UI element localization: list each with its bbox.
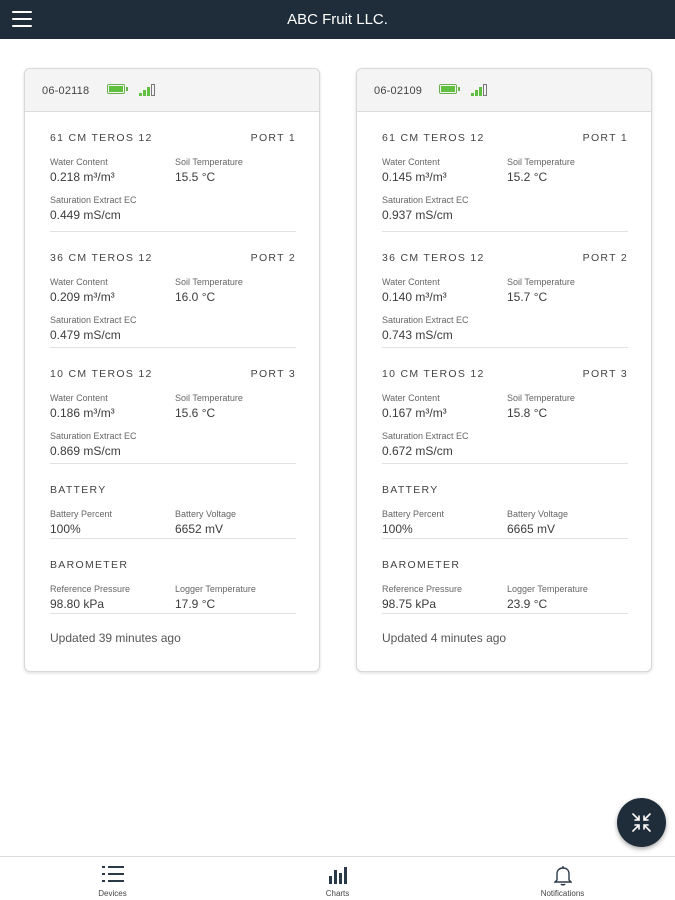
ec-value: 0.937 mS/cm bbox=[382, 208, 453, 222]
device-id: 06-02109 bbox=[374, 85, 423, 97]
sensor-name: 10 CM TEROS 12 bbox=[382, 368, 485, 380]
soil-temperature-label: Soil Temperature bbox=[507, 393, 575, 403]
sensor-section bbox=[50, 232, 296, 348]
reference-pressure-value: 98.75 kPa bbox=[382, 597, 437, 611]
app-title: ABC Fruit LLC. bbox=[287, 11, 388, 28]
list-icon bbox=[102, 865, 124, 883]
water-content-value: 0.218 m³/m³ bbox=[50, 170, 115, 184]
battery-voltage-value: 6665 mV bbox=[507, 522, 556, 536]
sensor-name: 36 CM TEROS 12 bbox=[50, 252, 153, 264]
water-content-label: Water Content bbox=[382, 393, 440, 403]
battery-percent-value: 100% bbox=[50, 522, 81, 536]
battery-percent-value: 100% bbox=[382, 522, 413, 536]
water-content-value: 0.186 m³/m³ bbox=[50, 406, 115, 420]
logger-temperature-label: Logger Temperature bbox=[507, 584, 588, 594]
nav-notifications[interactable] bbox=[450, 857, 675, 900]
water-content-label: Water Content bbox=[50, 277, 108, 287]
device-card-header bbox=[357, 69, 651, 112]
logger-temperature-value: 17.9 °C bbox=[175, 597, 216, 611]
reference-pressure-label: Reference Pressure bbox=[50, 584, 131, 594]
sensor-name: 61 CM TEROS 12 bbox=[382, 132, 485, 144]
sensor-port: PORT 3 bbox=[582, 368, 628, 380]
battery-voltage-label: Battery Voltage bbox=[175, 509, 237, 519]
logger-temperature-label: Logger Temperature bbox=[175, 584, 256, 594]
soil-temperature-label: Soil Temperature bbox=[175, 157, 243, 167]
bell-icon bbox=[554, 865, 572, 886]
sensor-name: 36 CM TEROS 12 bbox=[382, 252, 485, 264]
collapse-icon bbox=[631, 812, 652, 833]
ec-value: 0.869 mS/cm bbox=[50, 444, 121, 458]
sensor-name: 61 CM TEROS 12 bbox=[50, 132, 153, 144]
signal-strength-icon bbox=[139, 82, 159, 96]
soil-temperature-label: Soil Temperature bbox=[175, 277, 243, 287]
soil-temperature-label: Soil Temperature bbox=[507, 157, 575, 167]
water-content-label: Water Content bbox=[382, 277, 440, 287]
sensor-port: PORT 1 bbox=[250, 132, 296, 144]
ec-label: Saturation Extract EC bbox=[50, 431, 137, 441]
ec-value: 0.449 mS/cm bbox=[50, 208, 121, 222]
water-content-value: 0.140 m³/m³ bbox=[382, 290, 447, 304]
soil-temperature-label: Soil Temperature bbox=[175, 393, 243, 403]
reference-pressure-value: 98.80 kPa bbox=[50, 597, 105, 611]
collapse-fab-button[interactable] bbox=[617, 798, 666, 847]
battery-section bbox=[50, 464, 296, 539]
barometer-section bbox=[50, 539, 296, 614]
soil-temperature-value: 15.2 °C bbox=[507, 170, 548, 184]
battery-full-icon bbox=[107, 84, 125, 94]
ec-value: 0.672 mS/cm bbox=[382, 444, 453, 458]
bottom-navigation bbox=[0, 856, 675, 900]
soil-temperature-value: 15.7 °C bbox=[507, 290, 548, 304]
signal-strength-icon bbox=[471, 82, 491, 96]
battery-section bbox=[382, 464, 628, 539]
battery-percent-label: Battery Percent bbox=[50, 509, 113, 519]
ec-label: Saturation Extract EC bbox=[382, 315, 469, 325]
battery-voltage-value: 6652 mV bbox=[175, 522, 224, 536]
ec-label: Saturation Extract EC bbox=[50, 315, 137, 325]
sensor-port: PORT 2 bbox=[250, 252, 296, 264]
soil-temperature-label: Soil Temperature bbox=[507, 277, 575, 287]
updated-timestamp: Updated 39 minutes ago bbox=[50, 631, 181, 645]
barometer-title: BAROMETER bbox=[382, 559, 461, 571]
soil-temperature-value: 15.5 °C bbox=[175, 170, 216, 184]
top-app-bar bbox=[0, 0, 675, 39]
device-card[interactable] bbox=[24, 68, 320, 672]
sensor-port: PORT 1 bbox=[582, 132, 628, 144]
barometer-title: BAROMETER bbox=[50, 559, 129, 571]
barometer-section bbox=[382, 539, 628, 614]
sensor-port: PORT 3 bbox=[250, 368, 296, 380]
water-content-value: 0.167 m³/m³ bbox=[382, 406, 447, 420]
ec-label: Saturation Extract EC bbox=[382, 195, 469, 205]
battery-title: BATTERY bbox=[50, 484, 107, 496]
nav-charts-label: Charts bbox=[325, 889, 350, 898]
device-id: 06-02118 bbox=[42, 85, 90, 97]
nav-charts[interactable] bbox=[225, 857, 450, 900]
sensor-section bbox=[382, 348, 628, 464]
water-content-label: Water Content bbox=[50, 157, 108, 167]
sensor-section bbox=[382, 112, 628, 232]
ec-value: 0.743 mS/cm bbox=[382, 328, 453, 342]
nav-devices[interactable] bbox=[0, 857, 225, 900]
water-content-value: 0.145 m³/m³ bbox=[382, 170, 447, 184]
soil-temperature-value: 15.8 °C bbox=[507, 406, 548, 420]
device-card[interactable] bbox=[356, 68, 652, 672]
bar-chart-icon bbox=[328, 865, 348, 885]
sensor-section bbox=[50, 348, 296, 464]
battery-voltage-label: Battery Voltage bbox=[507, 509, 569, 519]
device-card-header bbox=[25, 69, 319, 112]
sensor-name: 10 CM TEROS 12 bbox=[50, 368, 153, 380]
ec-label: Saturation Extract EC bbox=[382, 431, 469, 441]
soil-temperature-value: 16.0 °C bbox=[175, 290, 216, 304]
ec-label: Saturation Extract EC bbox=[50, 195, 137, 205]
ec-value: 0.479 mS/cm bbox=[50, 328, 121, 342]
battery-percent-label: Battery Percent bbox=[382, 509, 445, 519]
sensor-section bbox=[50, 112, 296, 232]
nav-devices-label: Devices bbox=[98, 889, 127, 898]
water-content-label: Water Content bbox=[50, 393, 108, 403]
water-content-label: Water Content bbox=[382, 157, 440, 167]
battery-full-icon bbox=[439, 84, 457, 94]
nav-notifications-label: Notifications bbox=[540, 889, 585, 898]
soil-temperature-value: 15.6 °C bbox=[175, 406, 216, 420]
sensor-port: PORT 2 bbox=[582, 252, 628, 264]
water-content-value: 0.209 m³/m³ bbox=[50, 290, 115, 304]
updated-timestamp: Updated 4 minutes ago bbox=[382, 631, 507, 645]
sensor-section bbox=[382, 232, 628, 348]
battery-title: BATTERY bbox=[382, 484, 439, 496]
reference-pressure-label: Reference Pressure bbox=[382, 584, 463, 594]
logger-temperature-value: 23.9 °C bbox=[507, 597, 548, 611]
